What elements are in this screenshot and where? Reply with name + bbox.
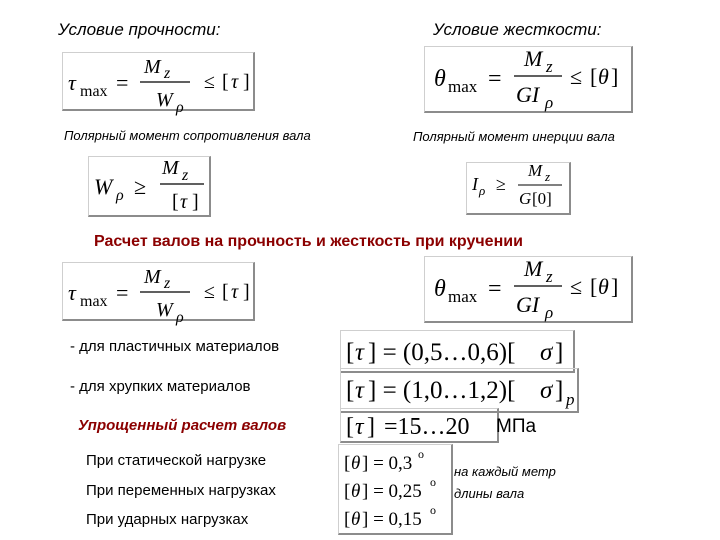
svg-text:ρ: ρ [116,187,124,204]
svg-text:σ: σ [540,377,553,404]
formula-i-rho [471,161,562,208]
svg-text:θ: θ [434,276,446,302]
svg-text:I: I [472,174,478,194]
variable-load-label: При переменных нагрузках [86,482,276,499]
svg-text:τ: τ [355,377,364,404]
formula-tau-max-mid [68,266,250,326]
formula-theta-static [344,447,424,474]
svg-text:θ: θ [434,66,446,92]
svg-text:W: W [94,174,113,199]
svg-text:max: max [80,83,108,100]
svg-text:]: ] [611,274,619,299]
svg-text:θ: θ [351,509,361,530]
svg-text:]: ] [243,71,250,93]
svg-text:=: = [116,70,129,95]
svg-text:ρ: ρ [479,183,486,198]
svg-text:M: M [528,161,543,180]
svg-text:]: ] [555,339,564,366]
svg-text:max: max [448,287,478,306]
svg-text:]: ] [243,281,250,303]
svg-text:≤: ≤ [570,274,583,299]
svg-text:τ: τ [68,280,76,305]
svg-text:θ: θ [598,64,609,89]
svg-text:p: p [566,390,575,409]
svg-text:] = 0,15: ] = 0,15 [362,509,422,530]
svg-text:[: [ [346,414,354,440]
simplified-calc-label: Упрощенный расчет валов [78,417,287,434]
svg-text:[: [ [346,339,355,366]
svg-text:[: [ [590,64,598,89]
svg-text:o: o [430,503,436,517]
svg-text:]: ] [367,414,375,440]
svg-text:] = (1,0…1,2)[: ] = (1,0…1,2)[ [368,377,516,404]
svg-text:]: ] [611,64,619,89]
svg-text:τ: τ [355,339,364,366]
svg-text:[: [ [346,377,355,404]
plastic-materials-label: - для пластичных материалов [70,338,280,355]
svg-text:o: o [430,475,436,489]
section-title: Расчет валов на прочность и жесткость при кручении [94,233,523,250]
formula-theta-max-mid [434,256,618,322]
svg-text:≥: ≥ [496,174,506,194]
svg-text:=: = [488,66,502,92]
svg-text:[: [ [344,481,351,502]
svg-text:ρ: ρ [176,309,184,326]
svg-text:≤: ≤ [204,71,215,93]
formula-tau-brittle [346,377,575,409]
svg-text:GI: GI [516,82,540,107]
svg-text:z: z [164,65,171,82]
stiffness-condition-header: Условие жесткости: [433,20,602,39]
svg-text:θ: θ [351,481,361,502]
svg-text:τ: τ [355,414,364,440]
svg-text:[: [ [172,191,179,213]
formula-theta-variable [344,475,436,502]
svg-text:GI: GI [516,292,540,317]
svg-text:] = 0,25: ] = 0,25 [362,481,422,502]
svg-text:M: M [162,157,179,179]
per-meter-note-line1: на каждый метр [454,464,556,479]
svg-text:[: [ [222,281,229,303]
strength-condition-header: Условие прочности: [58,20,221,39]
svg-text:τ: τ [231,281,239,303]
svg-text:τ: τ [68,70,76,95]
svg-text:]: ] [192,191,199,213]
static-load-label: При статической нагрузке [86,452,267,469]
svg-text:max: max [80,293,108,310]
polar-resistance-caption: Полярный момент сопротивления вала [64,128,311,143]
svg-text:z: z [546,267,553,286]
svg-text:]: ] [555,377,564,404]
svg-text:o: o [418,447,424,461]
polar-inertia-caption: Полярный момент инерции вала [413,129,615,144]
svg-text:θ: θ [598,274,609,299]
svg-text:W: W [156,299,173,321]
svg-text:M: M [524,46,543,71]
brittle-materials-label: - для хрупких материалов [70,378,251,395]
svg-text:ρ: ρ [545,303,554,322]
unit-mpa: МПа [496,416,537,437]
per-meter-note-line2: длины вала [454,486,525,501]
formula-tau-simple [346,414,470,440]
svg-text:ρ: ρ [545,93,554,112]
svg-text:z: z [546,57,553,76]
svg-text:[0]: [0] [532,189,552,208]
svg-text:σ: σ [540,339,553,366]
svg-text:G: G [519,189,532,208]
formula-tau-max-top [68,56,250,116]
svg-text:] = 0,3: ] = 0,3 [362,453,413,474]
svg-text:[: [ [590,274,598,299]
formula-tau-plastic [346,339,563,366]
svg-text:max: max [448,77,478,96]
svg-text:[: [ [222,71,229,93]
svg-text:z: z [545,169,551,184]
svg-text:] = (0,5…0,6)[: ] = (0,5…0,6)[ [368,339,516,366]
svg-text:τ: τ [180,191,188,213]
svg-text:z: z [182,167,189,184]
impact-load-label: При ударных нагрузках [86,511,249,528]
svg-text:z: z [164,275,171,292]
svg-text:[: [ [344,509,351,530]
svg-text:=: = [488,276,502,302]
svg-text:ρ: ρ [176,99,184,116]
svg-text:[: [ [344,453,351,474]
svg-text:≤: ≤ [204,281,215,303]
svg-text:τ: τ [231,71,239,93]
svg-text:M: M [524,256,543,281]
svg-text:≤: ≤ [570,64,583,89]
formula-theta-impact [344,503,436,530]
svg-text:M: M [144,266,161,288]
svg-text:=: = [116,280,129,305]
svg-text:θ: θ [351,453,361,474]
formula-theta-max-top [434,46,618,112]
svg-text:M: M [144,56,161,78]
svg-text:=15…20: =15…20 [384,414,470,440]
svg-text:W: W [156,89,173,111]
formula-w-rho [94,157,204,213]
svg-text:≥: ≥ [134,174,147,199]
